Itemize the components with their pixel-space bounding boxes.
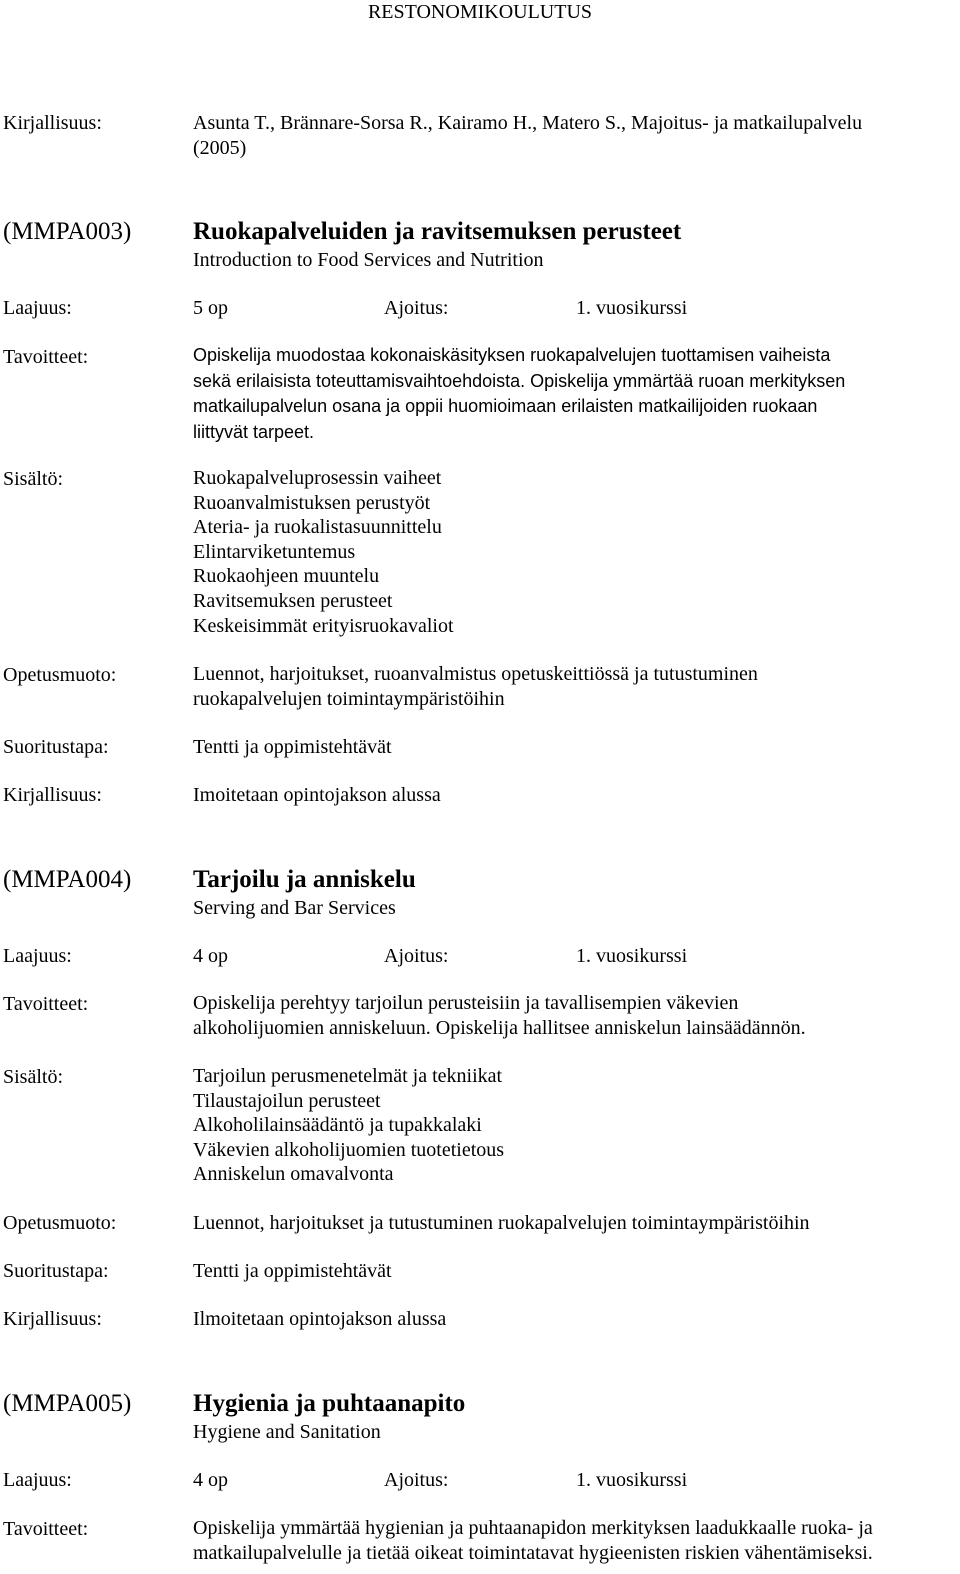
sisalto-label: Sisältö: [3, 1066, 64, 1088]
sisalto-item: Ruokaohjeen muuntelu [193, 565, 380, 588]
sisalto-item: Ruokapalveluprosessin vaiheet [193, 467, 442, 489]
tavoitteet-line: matkailupalvelulle ja tietää oikeat toimintatavat hygieenisten riskien vähentämiseksi. [193, 1541, 873, 1564]
ajoitus-label: Ajoitus: [384, 1469, 449, 1491]
tavoitteet-text [193, 1516, 958, 1565]
sisalto-item: Ravitsemuksen perusteet [193, 589, 393, 612]
tavoitteet-line: matkailupalvelun osana ja oppii huomioimaan erilaisten matkailijoiden ruokaan [193, 396, 818, 416]
literature-line: (2005) [193, 136, 247, 159]
course-code: (MMPA003) [3, 218, 132, 245]
opetusmuoto-text: Luennot, harjoitukset ja tutustuminen ruokapalvelujen toimintaympäristöihin [193, 1212, 810, 1234]
laajuus-label: Laajuus: [3, 1469, 72, 1491]
tavoitteet-text [193, 343, 958, 445]
suoritustapa-label: Suoritustapa: [3, 736, 109, 758]
tavoitteet-line: Opiskelija perehtyy tarjoilun perusteisiin ja tavallisempien väkevien [193, 992, 739, 1014]
opetusmuoto-line: Luennot, harjoitukset, ruoanvalmistus opetuskeittiössä ja tutustuminen [193, 663, 758, 685]
tavoitteet-line: alkoholijuomien anniskeluun. Opiskelija hallitsee anniskelun lainsäädännön. [193, 1016, 806, 1039]
kirjallisuus-value: Imoitetaan opintojakson alussa [193, 784, 441, 806]
tavoitteet-line: liittyvät tarpeet. [193, 421, 315, 442]
tavoitteet-label: Tavoitteet: [3, 346, 89, 368]
literature-label: Kirjallisuus: [3, 112, 102, 134]
tavoitteet-label: Tavoitteet: [3, 993, 89, 1015]
laajuus-label: Laajuus: [3, 945, 72, 967]
sisalto-item: Tarjoilun perusmenetelmät ja tekniikat [193, 1065, 503, 1087]
sisalto-item: Ruoanvalmistuksen perustyöt [193, 491, 431, 514]
course-code: (MMPA004) [3, 866, 132, 893]
sisalto-item: Ateria- ja ruokalistasuunnittelu [193, 516, 442, 539]
literature-text [193, 111, 958, 160]
suoritustapa-label: Suoritustapa: [3, 1260, 109, 1282]
suoritustapa-value: Tentti ja oppimistehtävät [193, 736, 392, 758]
kirjallisuus-label: Kirjallisuus: [3, 784, 102, 806]
tavoitteet-line: Opiskelija ymmärtää hygienian ja puhtaanapidon merkityksen laadukkaalle ruoka- ja [193, 1517, 873, 1539]
sisalto-item: Anniskelun omavalvonta [193, 1163, 394, 1186]
ajoitus-value: 1. vuosikurssi [576, 1469, 688, 1491]
sisalto-label: Sisältö: [3, 468, 64, 490]
course-title: Tarjoilu ja anniskelu [193, 866, 416, 893]
sisalto-list [193, 466, 958, 638]
suoritustapa-value: Tentti ja oppimistehtävät [193, 1260, 392, 1282]
laajuus-label: Laajuus: [3, 297, 72, 319]
course-title: Hygienia ja puhtaanapito [193, 1390, 466, 1417]
sisalto-item: Tilaustajoilun perusteet [193, 1089, 381, 1112]
program-header: RESTONOMIKOULUTUS [367, 1, 593, 23]
tavoitteet-text [193, 991, 958, 1040]
sisalto-item: Elintarviketuntemus [193, 540, 356, 563]
sisalto-list [193, 1064, 958, 1187]
opetusmuoto-label: Opetusmuoto: [3, 664, 117, 686]
opetusmuoto-line: ruokapalvelujen toimintaympäristöihin [193, 687, 505, 710]
kirjallisuus-label: Kirjallisuus: [3, 1308, 102, 1330]
ajoitus-label: Ajoitus: [384, 945, 449, 967]
laajuus-value: 4 op [193, 945, 228, 967]
literature-line: Asunta T., Brännare-Sorsa R., Kairamo H., Matero S., Majoitus- ja matkailupalvelu [193, 112, 863, 134]
ajoitus-value: 1. vuosikurssi [576, 945, 688, 967]
tavoitteet-line: Opiskelija muodostaa kokonaiskäsityksen ruokapalvelujen tuottamisen vaiheista [193, 345, 831, 365]
course-subtitle: Introduction to Food Services and Nutrition [193, 249, 544, 271]
ajoitus-value: 1. vuosikurssi [576, 297, 688, 319]
laajuus-value: 5 op [193, 297, 228, 319]
sisalto-item: Keskeisimmät erityisruokavaliot [193, 614, 454, 637]
course-subtitle: Hygiene and Sanitation [193, 1421, 381, 1443]
course-code: (MMPA005) [3, 1390, 132, 1417]
sisalto-item: Alkoholilainsäädäntö ja tupakkalaki [193, 1114, 482, 1137]
tavoitteet-line: sekä erilaisista toteuttamisvaihtoehdoista. Opiskelija ymmärtää ruoan merkityksen [193, 370, 846, 391]
sisalto-item: Väkevien alkoholijuomien tuotetietous [193, 1138, 505, 1161]
tavoitteet-label: Tavoitteet: [3, 1518, 89, 1540]
course-title: Ruokapalveluiden ja ravitsemuksen perusteet [193, 218, 682, 245]
course-subtitle: Serving and Bar Services [193, 897, 396, 919]
kirjallisuus-value: Ilmoitetaan opintojakson alussa [193, 1308, 447, 1330]
opetusmuoto-label: Opetusmuoto: [3, 1212, 117, 1234]
opetusmuoto-text [193, 662, 958, 711]
ajoitus-label: Ajoitus: [384, 297, 449, 319]
laajuus-value: 4 op [193, 1469, 228, 1491]
